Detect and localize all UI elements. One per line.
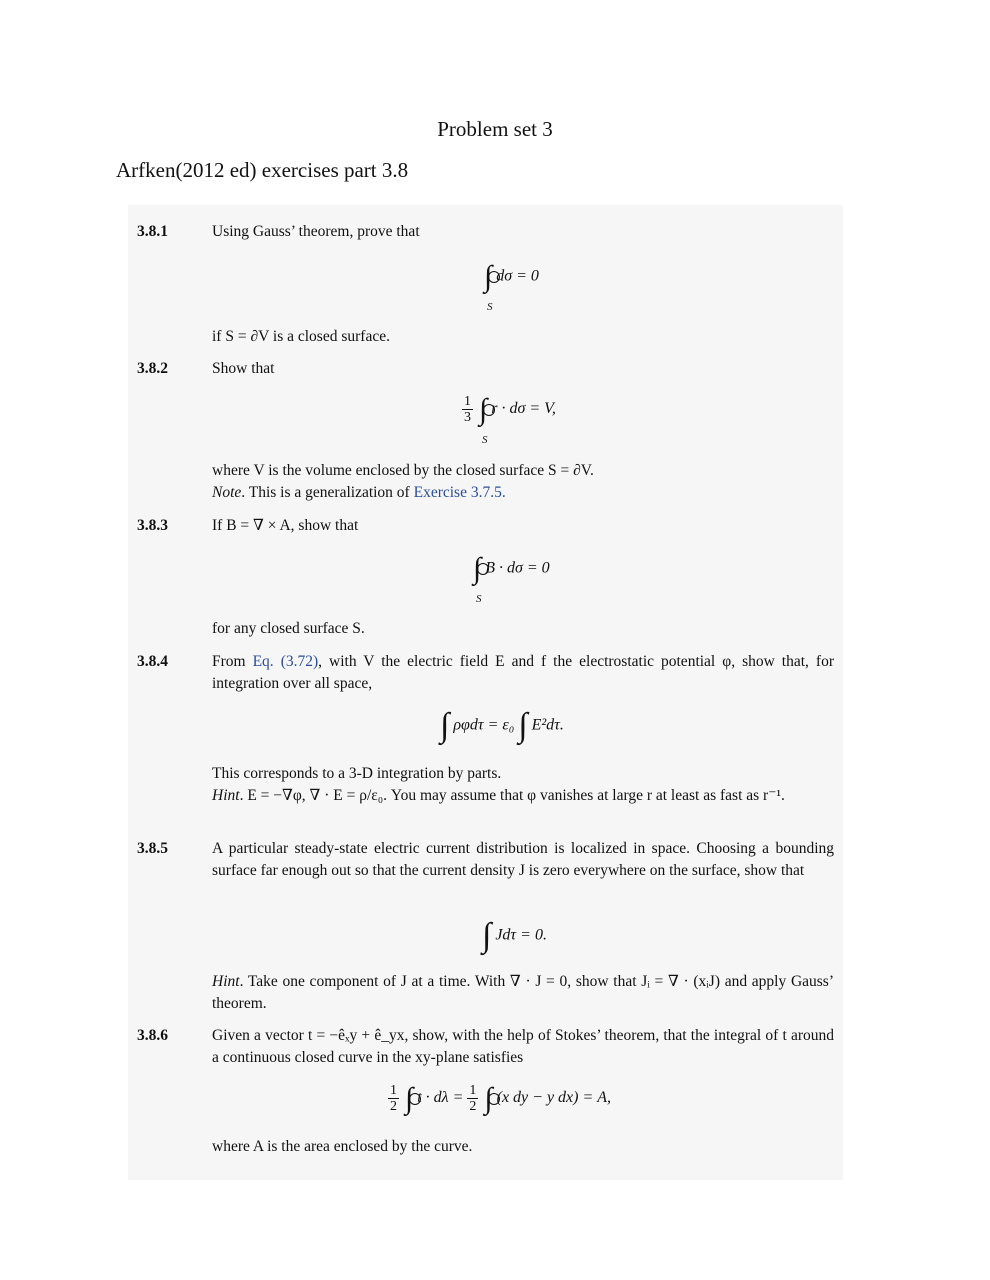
equation-body: Jdτ = 0. [495, 926, 547, 944]
eq-3-72-link[interactable]: Eq. (3.72) [252, 653, 319, 670]
fraction: $\frac{1}{3}$ [464, 394, 471, 425]
hint-text: . Take one component of J at a time. With ∇ · J = 0, show that Jᵢ = ∇ · (xᵢJ) and apply Gauss’ theorem. [212, 973, 834, 1012]
exercise-3-8-4 [137, 651, 834, 694]
contour-integral-symbol: ∫ [405, 1084, 413, 1114]
page-subtitle: Arfken(2012 ed) exercises part 3.8 [116, 158, 409, 182]
exercise-3-8-5-hint [137, 971, 834, 1014]
equation-3-8-5 [482, 917, 547, 955]
equation-right: E²dτ. [531, 716, 564, 734]
exercise-after-text: where A is the area enclosed by the curve. [212, 1138, 473, 1155]
exercise-3-7-5-link[interactable]: Exercise 3.7.5. [413, 483, 506, 501]
exercise-number: 3.8.6 [137, 1027, 168, 1044]
exercise-3-8-1 [137, 221, 834, 243]
exercise-3-8-2 [137, 358, 834, 380]
integral-symbol: ∫ [518, 707, 528, 744]
page-title: Problem set 3 [437, 117, 553, 141]
equation-3-8-4 [440, 707, 564, 745]
equation-3-8-1 [484, 260, 539, 313]
contour-integral-symbol: ∫ [484, 1084, 492, 1114]
exercise-3-8-5 [137, 838, 834, 881]
exercise-number: 3.8.2 [137, 360, 168, 377]
equation-left: ρφdτ = ε₀ [453, 716, 515, 734]
exercise-text: Show that [212, 360, 275, 377]
contour-integral-symbol: ∫ S [473, 554, 481, 584]
exercise-after-text: if S = ∂V is a closed surface. [212, 328, 390, 345]
equation-body: dσ = 0 [496, 267, 539, 285]
exercise-number: 3.8.4 [137, 653, 168, 670]
contour-integral-symbol: ∫ S [484, 262, 492, 292]
exercise-number: 3.8.1 [137, 223, 168, 240]
equation-part1: t · dλ = [417, 1089, 464, 1107]
exercise-text: Using Gauss’ theorem, prove that [212, 223, 420, 240]
exercise-3-8-2-after [137, 460, 834, 503]
exercise-hint [212, 971, 834, 1014]
hint-label: Hint [212, 786, 240, 804]
hint-label: Hint [212, 973, 240, 990]
exercise-after-text: where V is the volume enclosed by the closed surface S = ∂V. [212, 462, 594, 479]
fraction: $\frac{1}{2}$ [469, 1083, 477, 1114]
fraction: $\frac{1}{2}$ [390, 1083, 397, 1114]
integral-symbol: ∫ [440, 707, 450, 744]
exercise-number: 3.8.3 [137, 517, 168, 534]
exercise-note [212, 482, 834, 504]
integral-symbol: ∫ [482, 917, 492, 954]
equation-3-8-3 [473, 552, 550, 605]
exercise-3-8-3 [137, 515, 834, 537]
exercise-3-8-6 [137, 1025, 834, 1068]
contour-integral-symbol: ∫ S [479, 395, 487, 425]
exercise-hint [212, 785, 834, 807]
exercise-text: Given a vector t = −êₓy + ê_yx, show, with the help of Stokes’ theorem, that the integral of t around a continuous closed curve in the xy-plane satisfies [212, 1027, 834, 1066]
equation-body: r · dσ = V, [491, 400, 556, 418]
exercise-3-8-1-after [137, 326, 834, 348]
hint-text: . E = −∇φ, ∇ · E = ρ/ε₀. You may assume that φ vanishes at large r at least as fast as r⁻¹. [239, 786, 785, 804]
exercise-after-text: This corresponds to a 3-D integration by parts. [212, 765, 502, 782]
exercise-text: From Eq. (3.72), with V the electric field E and f the electrostatic potential φ, show that, for integration over all space, [212, 653, 834, 692]
exercise-text: A particular steady-state electric current distribution is localized in space. Choosing a bounding surface far enough out so that the current density J is zero everywhere on the surface, show that [212, 840, 834, 879]
exercise-after-text: for any closed surface S. [212, 620, 365, 637]
equation-body: B · dσ = 0 [485, 559, 550, 577]
exercise-3-8-4-after [137, 763, 834, 806]
equation-3-8-6 [388, 1083, 611, 1114]
exercise-number: 3.8.5 [137, 840, 168, 857]
equation-3-8-2 [462, 392, 556, 446]
exercise-3-8-3-after [137, 618, 834, 640]
note-label: Note [212, 483, 242, 501]
equation-part2: (x dy − y dx) = A, [496, 1089, 612, 1107]
exercise-text: If B = ∇ × A, show that [212, 517, 359, 534]
exercise-3-8-6-after [137, 1136, 834, 1158]
note-text: . This is a generalization of [241, 483, 414, 501]
